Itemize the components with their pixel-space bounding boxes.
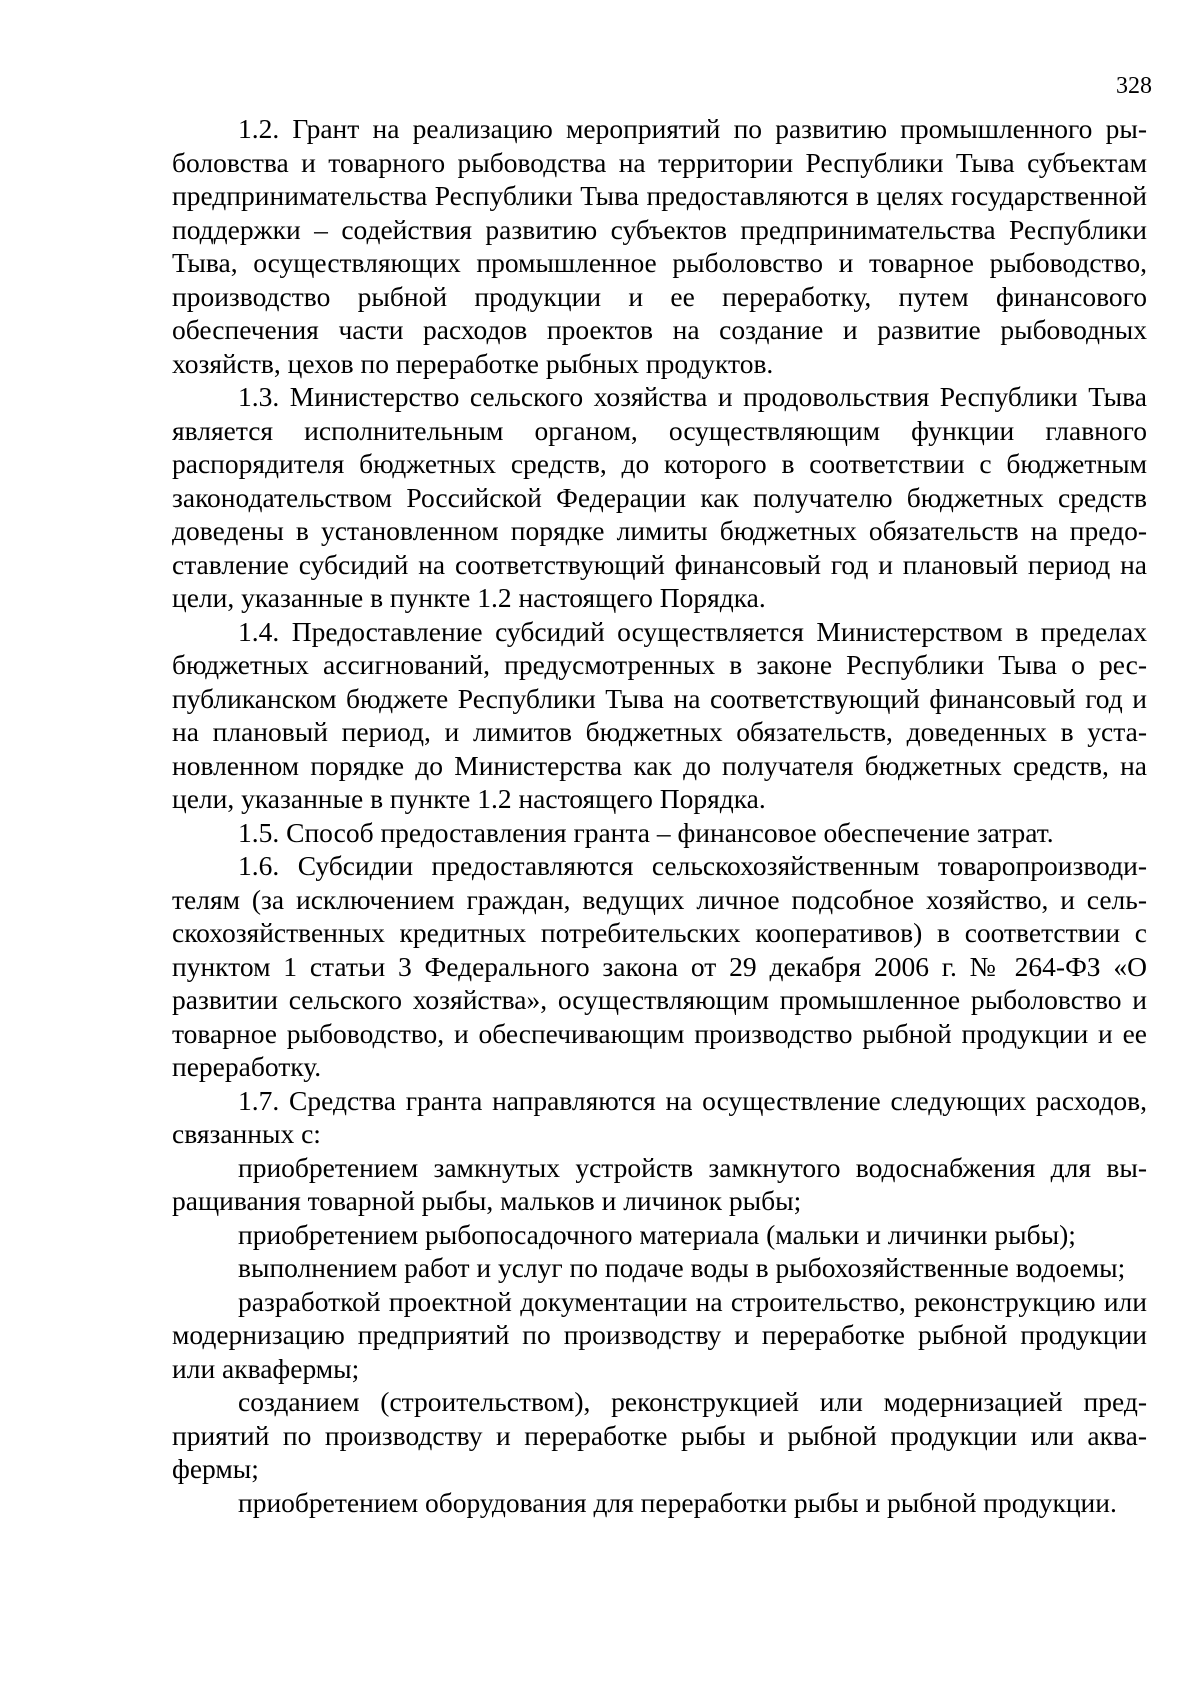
paragraph-1-2: 1.2. Грант на реализацию мероприятий по развитию промышленного рыболовства и товарного рыбоводства на территории Республики Тыва субъектам предпринимательства Республики Тыва предоставляются в целях государственной поддержки – содействия развитию субъектов предпринимательства Республики Тыва, осуществляющих промышленное рыболовство и товарное рыбоводство, производство рыбной продукции и ее переработку, путем финансового обеспечения части расходов проектов на создание и развитие рыбоводных хозяйств, цехов по переработке рыбных продуктов. — [172, 113, 1147, 379]
paragraph-1-5: 1.5. Способ предоставления гранта – финансовое обеспечение затрат. — [238, 816, 1054, 848]
expense-item-design-documentation: разработкой проектной документации на строительство, реконструкцию или модернизацию предприятий по производству и переработке рыбной продукции или аквафермы; — [172, 1285, 1147, 1384]
document-body — [172, 112, 1147, 1519]
paragraph-1-7: 1.7. Средства гранта направляются на осуществление следующих расходов, связанных с: — [172, 1084, 1147, 1149]
expense-item-ras-equipment: приобретением замкнутых устройств замкнутого водоснабжения для выращивания товарной рыбы, мальков и личинок рыбы; — [172, 1151, 1147, 1216]
expense-item-water-supply: выполнением работ и услуг по подаче воды в рыбохозяйственные водоемы; — [238, 1252, 1126, 1283]
paragraph-1-6: 1.6. Субсидии предоставляются сельскохозяйственным товаропроизводителям (за исключением граждан, ведущих личное подсобное хозяйство, и сельскохозяйственных кредитных потребительских кооперативов) в соответствии с пунктом 1 статьи 3 Федерального закона от 29 декабря 2006 г. № 264-ФЗ «О развитии сельского хозяйства», осуществляющим промышленное рыболовство и товарное рыбоводство, и обеспечивающим производство рыбной продукции и ее переработку. — [172, 850, 1147, 1082]
page-number: 328 — [1116, 73, 1152, 99]
expense-item-stocking-material: приобретением рыбопосадочного материала (мальки и личинки рыбы); — [238, 1218, 1076, 1250]
expense-item-processing-equipment: приобретением оборудования для переработки рыбы и рыбной продукции. — [238, 1486, 1117, 1518]
paragraph-1-3: 1.3. Министерство сельского хозяйства и продовольствия Республики Тыва является исполнительным органом, осуществляющим функции главного распорядителя бюджетных средств, до которого в соответствии с бюджетным законодательством Российской Федерации как получателю бюджетных средств доведены в установленном порядке лимиты бюджетных обязательств на предоставление субсидий на соответствующий финансовый год и плановый период на цели, указанные в пункте 1.2 настоящего Порядка. — [172, 381, 1147, 613]
expense-item-construction: созданием (строительством), реконструкцией или модернизацией предприятий по производству и переработке рыбы и рыбной продукции или аквафермы; — [172, 1386, 1147, 1484]
paragraph-1-4: 1.4. Предоставление субсидий осуществляется Министерством в пределах бюджетных ассигнований, предусмотренных в законе Республики Тыва о республиканском бюджете Республики Тыва на соответствующий финансовый год и на плановый период, и лимитов бюджетных обязательств, доведенных в установленном порядке до Министерства как до получателя бюджетных средств, на цели, указанные в пункте 1.2 настоящего Порядка. — [172, 615, 1147, 814]
